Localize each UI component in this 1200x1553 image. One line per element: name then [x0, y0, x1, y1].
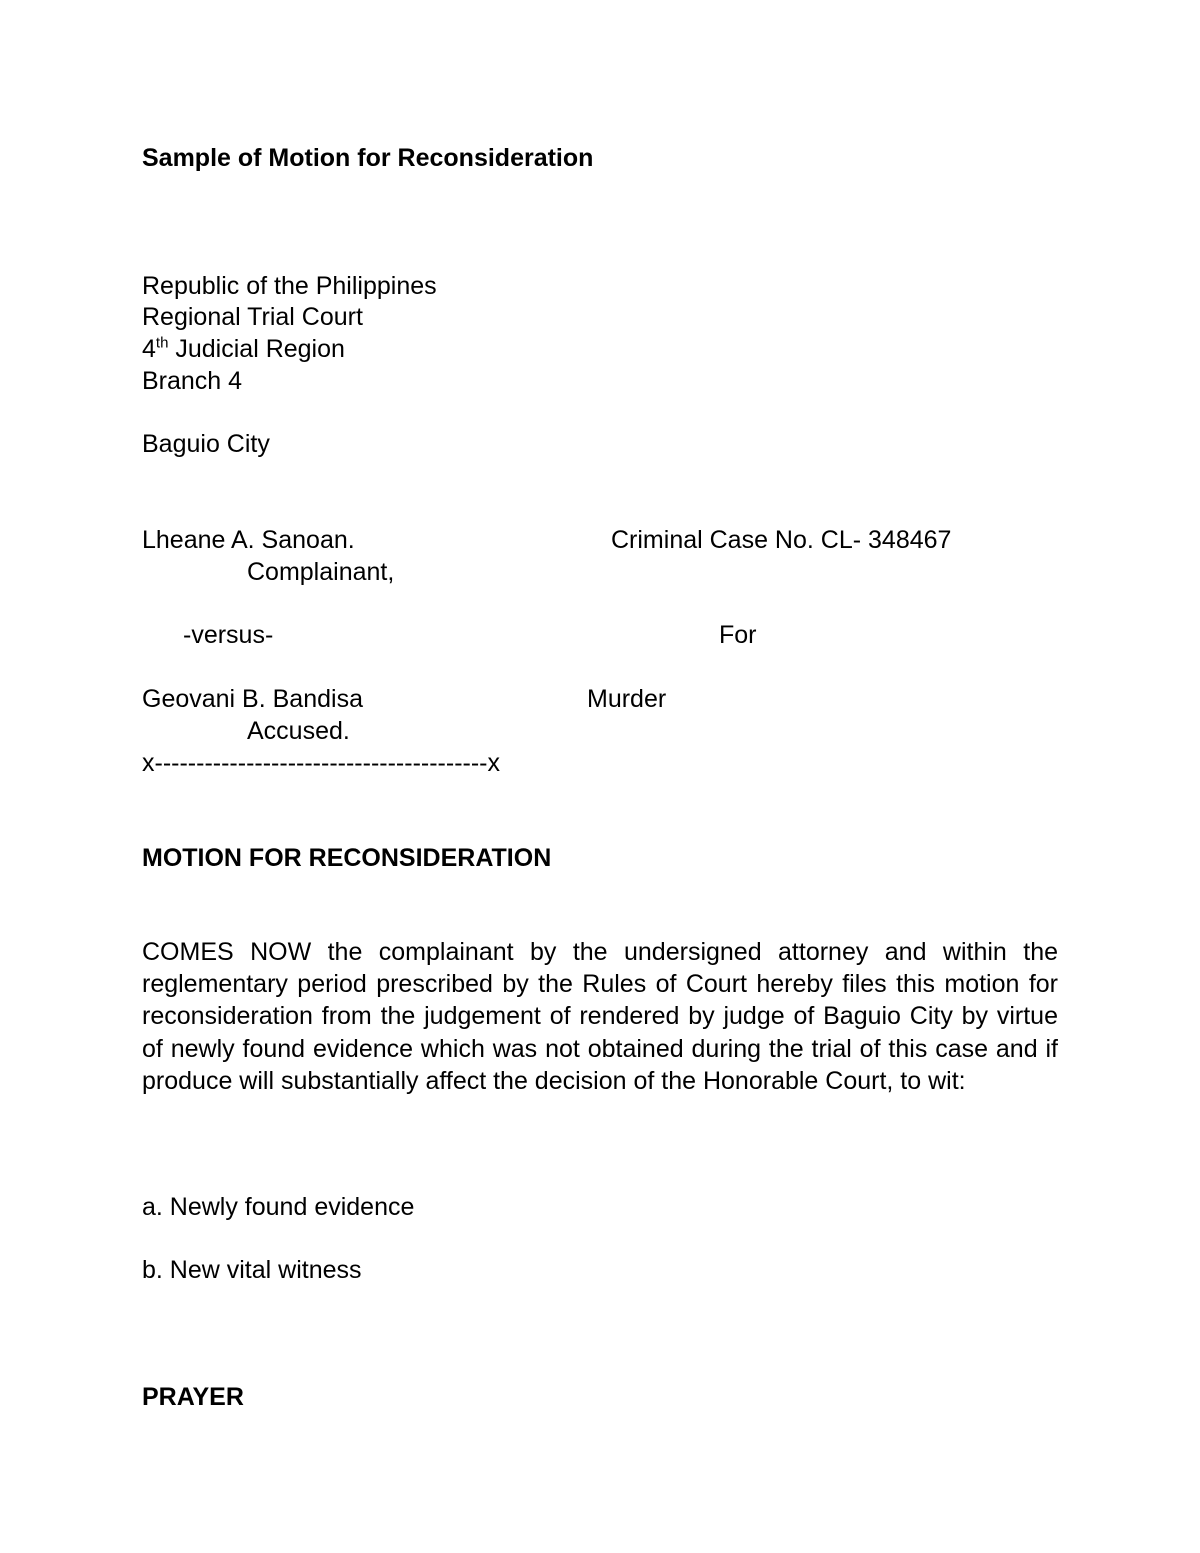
case-number: Criminal Case No. CL- 348467: [611, 526, 952, 554]
caption-divider: x----------------------------------------x: [142, 749, 501, 777]
header-republic: Republic of the Philippines: [142, 272, 437, 300]
accused-role: Accused.: [247, 717, 350, 745]
region-suffix: th: [155, 334, 169, 352]
offense-label: Murder: [587, 685, 667, 713]
header-city: Baguio City: [142, 430, 270, 458]
accused-name: Geovani B. Bandisa: [142, 685, 363, 713]
versus-label: -versus-: [183, 621, 274, 649]
region-text: Judicial Region: [168, 335, 345, 363]
body-paragraph: COMES NOW the complainant by the undersigned attorney and within the reglementary period prescribed by the Rules of Court hereby files this motion for reconsideration from the judgement of rendered by judge of Baguio City by virtue of newly found evidence which was not obtained during the trial of this case and if produce will substantially affect the decision of the Honorable Court, to wit:: [142, 938, 1058, 1095]
complainant-name: Lheane A. Sanoan.: [142, 526, 355, 554]
complainant-role: Complainant,: [247, 558, 395, 586]
header-branch: Branch 4: [142, 367, 243, 395]
motion-heading: MOTION FOR RECONSIDERATION: [142, 844, 552, 872]
region-number: 4: [142, 335, 156, 363]
header-court: Regional Trial Court: [142, 303, 363, 331]
prayer-heading: PRAYER: [142, 1383, 244, 1411]
header-region: [142, 333, 345, 365]
list-item: a. Newly found evidence: [142, 1193, 415, 1221]
for-label: For: [719, 621, 757, 649]
list-item: b. New vital witness: [142, 1256, 362, 1284]
document-title: Sample of Motion for Reconsideration: [142, 144, 594, 172]
